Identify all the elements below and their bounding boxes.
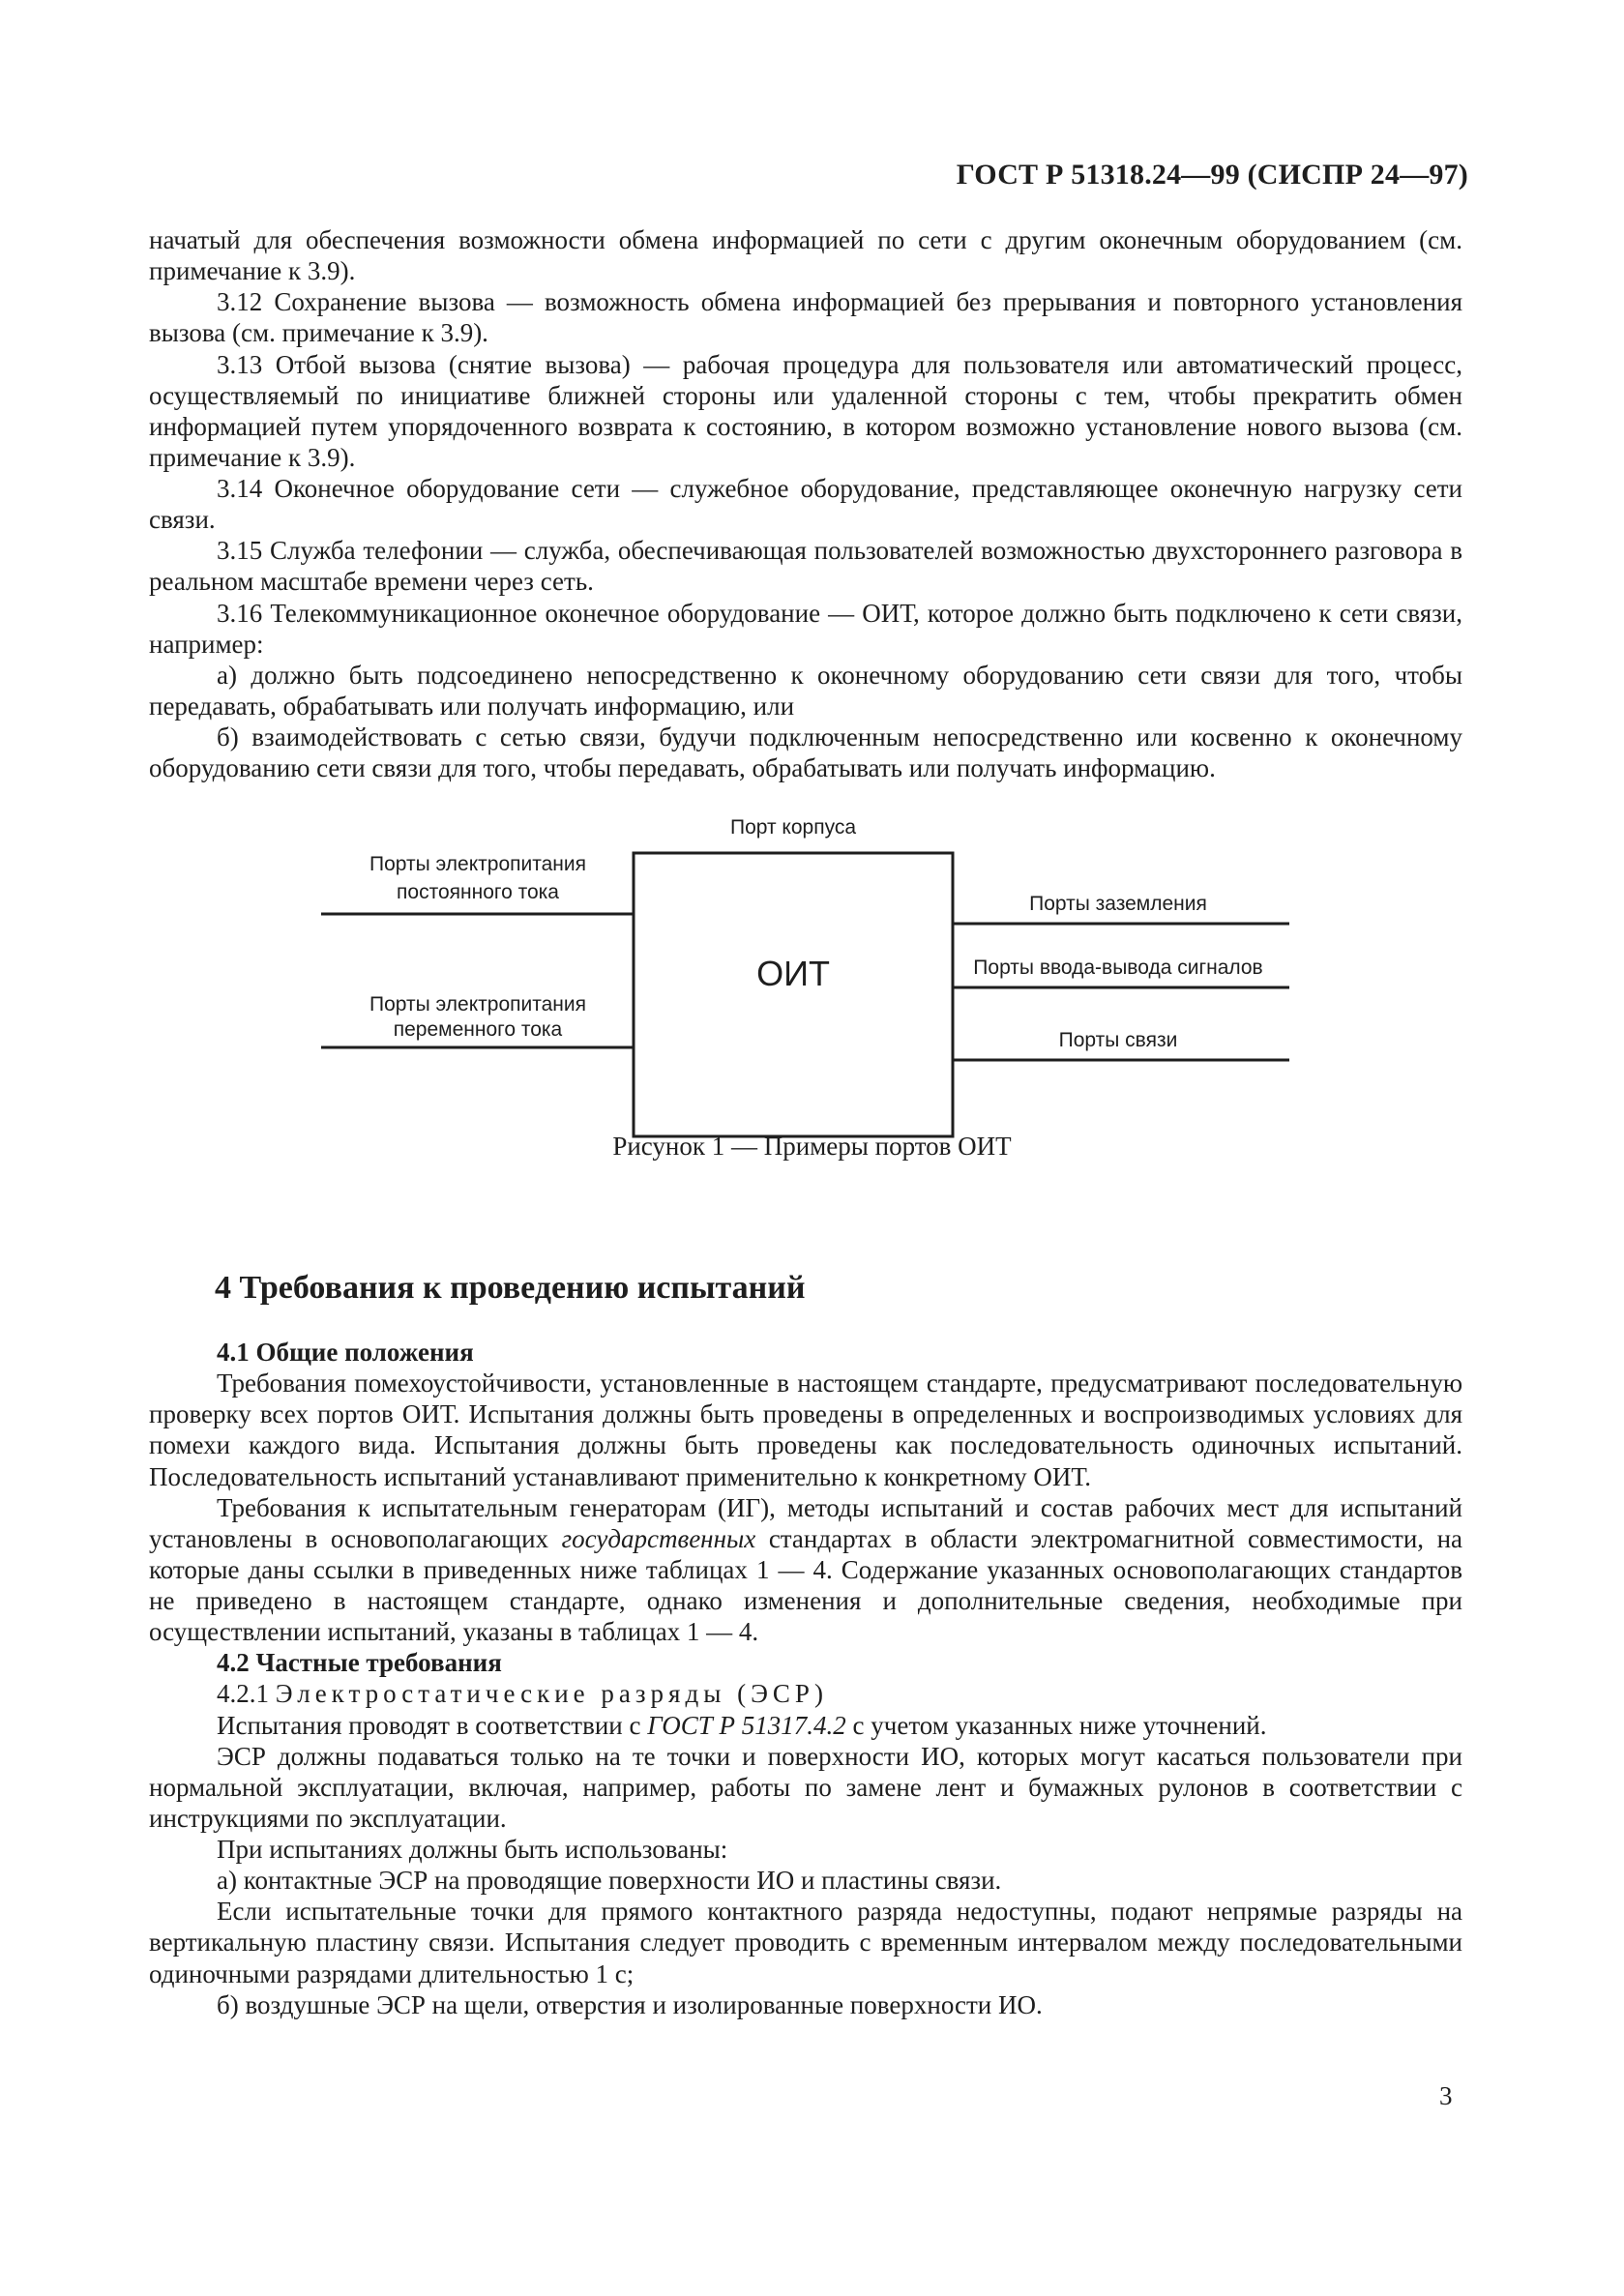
dc-power-label-1: Порты электропитания bbox=[369, 853, 586, 875]
clause-number: 4.2.1 bbox=[217, 1679, 269, 1709]
paragraph: Требования помехоустойчивости, установленные в настоящем стандарте, предусматривают последовательную проверку всех портов ОИТ. Испытания должны быть проведены в определенных и воспроизводимых условиях для помехи каждого вида. Испытания должны быть проведены как последовательность одиночных испытаний. Последовательность испытаний устанавливают применительно к конкретному ОИТ. bbox=[149, 1369, 1462, 1491]
eut-box bbox=[634, 853, 953, 1136]
page-header: ГОСТ Р 51318.24—99 (СИСПР 24—97) bbox=[956, 159, 1468, 191]
text-run: Испытания проводят в соответствии с bbox=[217, 1710, 641, 1740]
eut-ports-diagram bbox=[310, 808, 1315, 1175]
eut-label: ОИТ bbox=[756, 954, 830, 993]
paragraph: б) воздушные ЭСР на щели, отверстия и изолированные поверхности ИО. bbox=[217, 1989, 1043, 2019]
paragraph bbox=[149, 1492, 1462, 1648]
paragraph: а) контактные ЭСР на проводящие поверхности ИО и пластины связи. bbox=[217, 1866, 1002, 1896]
ac-power-label-1: Порты электропитания bbox=[369, 993, 586, 1016]
paragraph: б) взаимодействовать с сетью связи, будучи подключенным непосредственно или косвенно к оконечному оборудованию сети связи для того, чтобы передавать, обрабатывать или получать информацию. bbox=[149, 722, 1462, 783]
dc-power-label-2: постоянного тока bbox=[397, 881, 559, 903]
section-4-heading: 4 Требования к проведению испытаний bbox=[215, 1270, 806, 1306]
text-run-italic: ГОСТ Р 51317.4.2 bbox=[647, 1710, 846, 1740]
text-run-italic: государственных bbox=[561, 1523, 756, 1553]
text-run: с учетом указанных ниже уточнений. bbox=[852, 1710, 1267, 1740]
paragraph: 3.16 Телекоммуникационное оконечное оборудование — ОИТ, которое должно быть подключено к сети связи, например: bbox=[149, 598, 1462, 659]
paragraph bbox=[149, 1710, 1462, 1741]
clause-title: Электростатические разряды (ЭСР) bbox=[275, 1679, 828, 1709]
paragraph: 3.13 Отбой вызова (снятие вызова) — рабочая процедура для пользователя или автоматический процесс, осуществляемый по инициативе ближней стороны или удаленной стороны с тем, чтобы прекратить обмен информацией путем упорядоченного возврата к состоянию, в котором возможно установление нового вызова (см. примечание к 3.9). bbox=[149, 349, 1462, 472]
paragraph: Если испытательные точки для прямого контактного разряда недоступны, подают непрямые разряды на вертикальную пластину связи. Испытания следует проводить с временным интервалом между последовательными одиночными разрядами длительностью 1 с; bbox=[149, 1897, 1462, 1988]
paragraph: 3.15 Служба телефонии — служба, обеспечивающая пользователей возможностью двухстороннего разговора в реальном масштабе времени через сеть. bbox=[149, 536, 1462, 597]
paragraph: При испытаниях должны быть использованы: bbox=[217, 1835, 728, 1864]
earth-ports-label: Порты заземления bbox=[1029, 893, 1207, 915]
ac-power-label-2: переменного тока bbox=[393, 1018, 563, 1041]
section-4-2-heading: 4.2 Частные требования bbox=[217, 1648, 502, 1678]
text-run: стандартах в области электромагнитной совместимости, на которые даны ссылки в приведенных ниже таблицах 1 — 4. Содержание указанных основополагающих стандартов не приведено в настоящем стандарте, однако изменения и дополнительные сведения, необходимые при осуществлении испытаний, указаны в таблицах 1 — 4. bbox=[149, 1523, 1463, 1647]
paragraph: а) должно быть подсоединено непосредственно к оконечному оборудованию сети связи для того, чтобы передавать, обрабатывать или получать информацию, или bbox=[149, 660, 1462, 721]
figure-caption: Рисунок 1 — Примеры портов ОИТ bbox=[612, 1132, 1012, 1161]
paragraph: ЭСР должны подаваться только на те точки и поверхности ИО, которых могут касаться пользователи при нормальной эксплуатации, включая, например, работы по замене лент и бумажных рулонов в соответствии с инструкциями по эксплуатации. bbox=[149, 1741, 1462, 1833]
telecom-ports-label: Порты связи bbox=[1058, 1029, 1178, 1051]
section-4-2-1-heading bbox=[149, 1678, 1462, 1709]
paragraph: 3.12 Сохранение вызова — возможность обмена информацией без прерывания и повторного установления вызова (см. примечание к 3.9). bbox=[149, 287, 1462, 348]
paragraph: 3.14 Оконечное оборудование сети — служебное оборудование, представляющее оконечную нагрузку сети связи. bbox=[149, 474, 1462, 535]
signal-ports-label: Порты ввода-вывода сигналов bbox=[973, 957, 1263, 979]
page-number: 3 bbox=[1439, 2081, 1453, 2110]
text-run: Требования к испытательным генераторам (ИГ), методы испытаний и состав рабочих мест для испытаний установлены в основополагающих bbox=[149, 1492, 1462, 1553]
paragraph: начатый для обеспечения возможности обмена информацией по сети с другим оконечным оборудованием (см. примечание к 3.9). bbox=[149, 225, 1462, 286]
section-4-1-heading: 4.1 Общие положения bbox=[217, 1338, 474, 1367]
section-4-body bbox=[149, 1337, 1462, 2020]
enclosure-port-label: Порт корпуса bbox=[729, 816, 857, 839]
definitions-block bbox=[149, 224, 1462, 783]
